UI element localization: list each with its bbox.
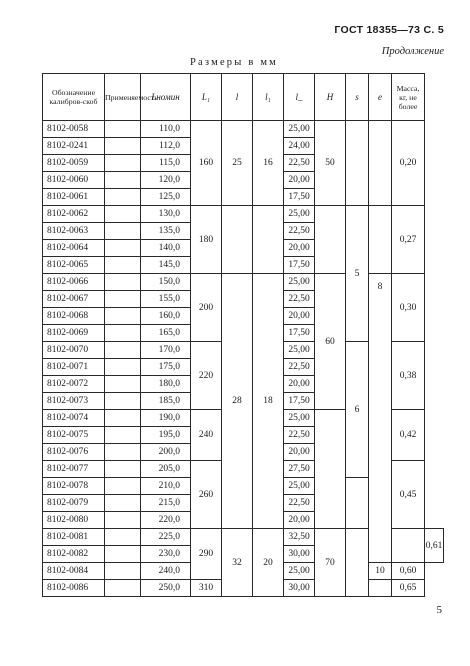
- cell-l1: [253, 206, 284, 274]
- cell-l1: 18: [253, 274, 284, 529]
- cell-l-dash: 20,00: [284, 240, 315, 257]
- cell-e: 10: [369, 563, 392, 580]
- cell-code: 8102-0067: [43, 291, 105, 308]
- cell-l-nom: 220,0: [141, 512, 191, 529]
- cell-e: [369, 206, 392, 274]
- col-header-designation: Обозначение калибров-скоб: [43, 74, 105, 121]
- cell-l-nom: 175,0: [141, 359, 191, 376]
- cell-s: [346, 529, 369, 597]
- cell-l-dash: 20,00: [284, 308, 315, 325]
- cell-l-dash: 20,00: [284, 172, 315, 189]
- cell-l-nom: 195,0: [141, 427, 191, 444]
- cell-l-nom: 112,0: [141, 138, 191, 155]
- cell-mass: 0,65: [392, 580, 425, 597]
- cell-l-dash: 17,50: [284, 325, 315, 342]
- cell-l-dash: 20,00: [284, 512, 315, 529]
- cell-H: [315, 410, 346, 529]
- cell-L1: 240: [191, 410, 222, 461]
- cell-application: [105, 274, 141, 291]
- cell-l-dash: 25,00: [284, 410, 315, 427]
- col-header-s: s: [346, 74, 369, 121]
- cell-l: 25: [222, 121, 253, 206]
- col-header-l: l: [222, 74, 253, 121]
- cell-application: [105, 444, 141, 461]
- cell-code: 8102-0064: [43, 240, 105, 257]
- cell-application: [105, 308, 141, 325]
- cell-code: 8102-0086: [43, 580, 105, 597]
- cell-mass: 0,60: [392, 563, 425, 580]
- cell-code: 8102-0063: [43, 223, 105, 240]
- cell-code: 8102-0078: [43, 478, 105, 495]
- cell-application: [105, 546, 141, 563]
- cell-l-dash: 25,00: [284, 342, 315, 359]
- cell-code: 8102-0066: [43, 274, 105, 291]
- cell-code: 8102-0075: [43, 427, 105, 444]
- cell-mass: 0,45: [392, 461, 425, 529]
- cell-H: 50: [315, 121, 346, 206]
- cell-code: 8102-0076: [43, 444, 105, 461]
- cell-l-dash: 22,50: [284, 291, 315, 308]
- cell-l-dash: 30,00: [284, 580, 315, 597]
- col-header-L1: L₁: [191, 74, 222, 121]
- cell-mass: 0,27: [392, 206, 425, 274]
- cell-e: [392, 529, 425, 563]
- table-row: [43, 274, 444, 291]
- cell-code: 8102-0072: [43, 376, 105, 393]
- cell-mass: 0,30: [392, 274, 425, 342]
- cell-application: [105, 172, 141, 189]
- cell-l: 32: [222, 529, 253, 597]
- cell-application: [105, 291, 141, 308]
- cell-l-nom: 110,0: [141, 121, 191, 138]
- cell-code: 8102-0080: [43, 512, 105, 529]
- cell-L1: 220: [191, 342, 222, 410]
- cell-l-nom: 130,0: [141, 206, 191, 223]
- cell-l-dash: 17,50: [284, 393, 315, 410]
- cell-l-nom: 125,0: [141, 189, 191, 206]
- cell-code: 8102-0241: [43, 138, 105, 155]
- cell-application: [105, 529, 141, 546]
- cell-application: [105, 325, 141, 342]
- cell-l-nom: 190,0: [141, 410, 191, 427]
- cell-l-nom: 120,0: [141, 172, 191, 189]
- cell-l-dash: 25,00: [284, 121, 315, 138]
- cell-s: 6: [346, 342, 369, 478]
- cell-l-nom: 230,0: [141, 546, 191, 563]
- col-header-l1: l₁: [253, 74, 284, 121]
- cell-l-dash: 25,00: [284, 563, 315, 580]
- cell-l-dash: 22,50: [284, 427, 315, 444]
- cell-l-nom: 240,0: [141, 563, 191, 580]
- cell-application: [105, 359, 141, 376]
- cell-code: 8102-0084: [43, 563, 105, 580]
- cell-L1: 200: [191, 274, 222, 342]
- cell-l-nom: 145,0: [141, 257, 191, 274]
- cell-code: 8102-0082: [43, 546, 105, 563]
- standard-header: ГОСТ 18355—73 С. 5: [334, 24, 444, 36]
- cell-e: 8: [369, 274, 392, 563]
- cell-mass: 0,20: [392, 121, 425, 206]
- cell-l-nom: 250,0: [141, 580, 191, 597]
- cell-H: 60: [315, 274, 346, 410]
- cell-code: 8102-0061: [43, 189, 105, 206]
- cell-l-nom: 135,0: [141, 223, 191, 240]
- cell-application: [105, 512, 141, 529]
- cell-l-nom: 205,0: [141, 461, 191, 478]
- cell-l-nom: 180,0: [141, 376, 191, 393]
- cell-l-nom: 140,0: [141, 240, 191, 257]
- cell-code: 8102-0059: [43, 155, 105, 172]
- cell-code: 8102-0073: [43, 393, 105, 410]
- cell-application: [105, 189, 141, 206]
- col-header-application: Применяемость: [105, 74, 141, 121]
- cell-l-dash: 25,00: [284, 206, 315, 223]
- cell-application: [105, 342, 141, 359]
- cell-l-nom: 165,0: [141, 325, 191, 342]
- col-header-e: e: [369, 74, 392, 121]
- cell-l-nom: 200,0: [141, 444, 191, 461]
- cell-l-nom: 185,0: [141, 393, 191, 410]
- cell-l-nom: 150,0: [141, 274, 191, 291]
- cell-l-dash: 25,00: [284, 478, 315, 495]
- col-header-l-dash: l_: [284, 74, 315, 121]
- cell-application: [105, 563, 141, 580]
- col-header-l-nom: Lномин: [141, 74, 191, 121]
- cell-l-dash: 22,50: [284, 155, 315, 172]
- cell-l-nom: 215,0: [141, 495, 191, 512]
- cell-s: [346, 121, 369, 206]
- cell-l-dash: 30,00: [284, 546, 315, 563]
- cell-application: [105, 223, 141, 240]
- cell-e: [369, 121, 392, 206]
- cell-l-dash: 17,50: [284, 189, 315, 206]
- cell-application: [105, 240, 141, 257]
- cell-H: 70: [315, 529, 346, 597]
- cell-application: [105, 155, 141, 172]
- cell-l-nom: 210,0: [141, 478, 191, 495]
- cell-l-dash: 27,50: [284, 461, 315, 478]
- cell-code: 8102-0060: [43, 172, 105, 189]
- cell-application: [105, 461, 141, 478]
- cell-l-dash: 20,00: [284, 376, 315, 393]
- cell-L1: 160: [191, 121, 222, 206]
- cell-L1: 310: [191, 580, 222, 597]
- cell-l1: 16: [253, 121, 284, 206]
- cell-code: 8102-0069: [43, 325, 105, 342]
- page-number: 5: [436, 604, 442, 616]
- cell-l-dash: 17,50: [284, 257, 315, 274]
- cell-application: [105, 427, 141, 444]
- cell-application: [105, 495, 141, 512]
- cell-l: 28: [222, 274, 253, 529]
- cell-code: 8102-0058: [43, 121, 105, 138]
- cell-code: 8102-0062: [43, 206, 105, 223]
- col-header-H: H: [315, 74, 346, 121]
- cell-l-dash: 22,50: [284, 223, 315, 240]
- table-row: [43, 121, 444, 138]
- cell-e: [369, 580, 392, 597]
- cell-code: 8102-0068: [43, 308, 105, 325]
- cell-application: [105, 206, 141, 223]
- cell-code: 8102-0065: [43, 257, 105, 274]
- cell-code: 8102-0079: [43, 495, 105, 512]
- cell-l-dash: 22,50: [284, 359, 315, 376]
- cell-code: 8102-0081: [43, 529, 105, 546]
- cell-l1: 20: [253, 529, 284, 597]
- cell-L1: 180: [191, 206, 222, 274]
- cell-code: 8102-0070: [43, 342, 105, 359]
- cell-application: [105, 410, 141, 427]
- col-header-mass: Масса, кг, не более: [392, 74, 425, 121]
- cell-l-dash: 24,00: [284, 138, 315, 155]
- cell-mass: 0,38: [392, 342, 425, 410]
- cell-l: [222, 206, 253, 274]
- cell-H: [315, 206, 346, 274]
- dimensions-table: [42, 73, 444, 597]
- cell-l-dash: 22,50: [284, 495, 315, 512]
- cell-mass: 0,42: [392, 410, 425, 461]
- cell-application: [105, 580, 141, 597]
- cell-l-nom: 170,0: [141, 342, 191, 359]
- cell-l-nom: 160,0: [141, 308, 191, 325]
- cell-L1: 260: [191, 461, 222, 529]
- cell-application: [105, 121, 141, 138]
- units-caption: Размеры в мм: [190, 57, 279, 68]
- cell-application: [105, 393, 141, 410]
- cell-application: [105, 138, 141, 155]
- cell-application: [105, 478, 141, 495]
- cell-l-nom: 115,0: [141, 155, 191, 172]
- cell-L1: 290: [191, 529, 222, 580]
- cell-l-dash: 32,50: [284, 529, 315, 546]
- cell-s: 5: [346, 206, 369, 342]
- cell-code: 8102-0074: [43, 410, 105, 427]
- table-row: [43, 206, 444, 223]
- cell-l-dash: 25,00: [284, 274, 315, 291]
- cell-l-dash: 20,00: [284, 444, 315, 461]
- cell-application: [105, 376, 141, 393]
- continuation-label: Продолжение: [381, 46, 444, 57]
- cell-application: [105, 257, 141, 274]
- cell-code: 8102-0071: [43, 359, 105, 376]
- cell-l-nom: 155,0: [141, 291, 191, 308]
- cell-l-nom: 225,0: [141, 529, 191, 546]
- cell-code: 8102-0077: [43, 461, 105, 478]
- cell-mass: 0,61: [425, 529, 444, 563]
